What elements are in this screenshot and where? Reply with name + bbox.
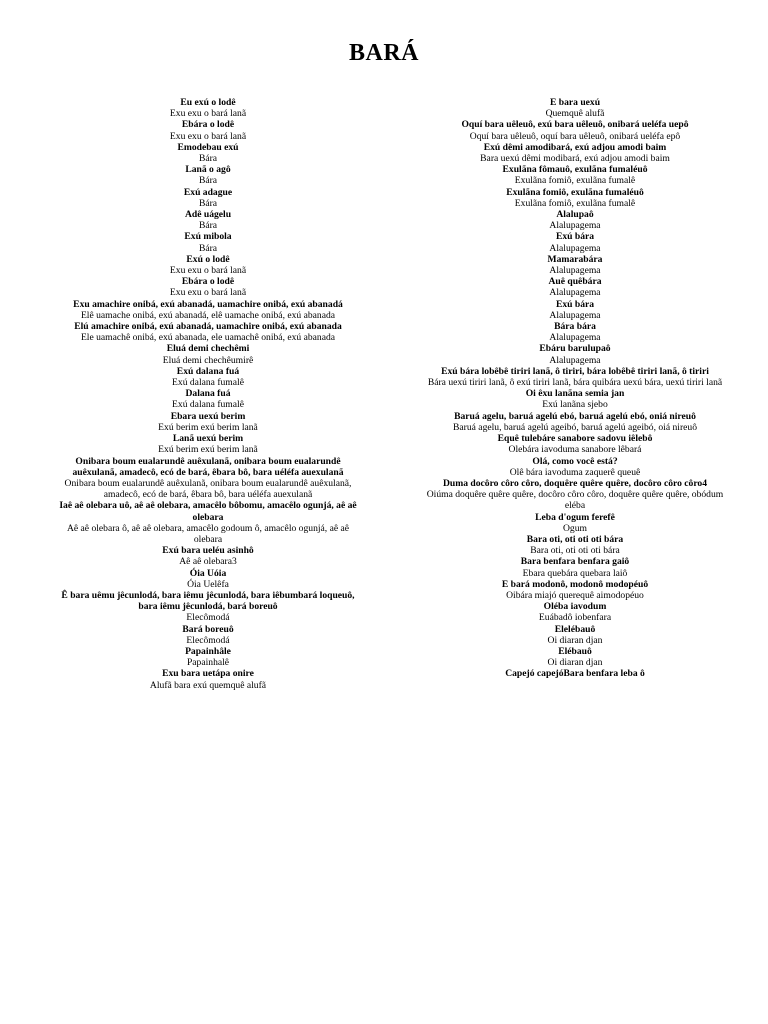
lyric-call-line: Emodebau exú: [177, 141, 239, 153]
lyric-response-line: Oibára miajó querequê aimodopéuo: [506, 589, 644, 601]
lyric-call-line: Eluá demi chechêmi: [166, 343, 250, 355]
lyric-call-line: Adê uágelu: [184, 209, 232, 221]
lyric-call-line: Eu exú o lodê: [180, 97, 236, 108]
lyric-call-line: Alalupaô: [556, 209, 594, 221]
lyric-call-line: Ebara uexú berim: [170, 410, 246, 422]
lyric-response-line: Elê uamache onibá, exú abanadá, elê uamache onibá, exú abanada: [80, 309, 336, 321]
lyric-response-line: Oiúma doquêre quêre quêre, docôro côro côro, doquêre quêre quêre, obódum eléba: [426, 489, 724, 512]
lyric-call-line: Lanã uexú berim: [172, 433, 244, 445]
lyric-response-line: Oquí bara uêleuô, oquí bara uêleuô, onibará ueléfa epô: [469, 130, 681, 142]
lyric-call-line: Olá, como você está?: [532, 455, 618, 467]
lyric-response-line: Exu exu o bará lanã: [169, 287, 247, 299]
lyric-call-line: E bara uexú: [549, 97, 601, 108]
lyric-response-line: Alalupagema: [549, 354, 601, 366]
lyric-response-line: Euábadô iobenfara: [538, 612, 612, 624]
lyrics-column-right: [422, 97, 728, 680]
lyric-response-line: Exú berim exú berim lanã: [158, 444, 258, 456]
lyric-response-line: Papainhalê: [186, 657, 230, 669]
lyric-response-line: Aê aê olebara ô, aê aê olebara, amacêlo godoum ô, amacêlo ogunjá, aê aê olebara: [66, 522, 350, 545]
lyric-call-line: Ebára o lodê: [181, 276, 235, 288]
lyric-call-line: Óia Uóia: [189, 567, 227, 579]
lyric-response-line: Alalupagema: [549, 309, 601, 321]
lyric-call-line: Exu amachire onibá, exú abanadá, uamachire onibá, exú abanadá: [73, 298, 343, 310]
lyric-response-line: Ogum: [563, 522, 587, 534]
lyric-call-line: Baruá agelu, baruá agelú ebó, baruá agelú ebó, oniá nireuô: [454, 410, 696, 422]
lyric-response-line: Onibara boum eualarundê auêxulanã, onibara boum eualarundê auêxulanã, amadecô, ecó de bará, êbara bô, bara uéléfa auexulanã: [64, 477, 352, 501]
lyric-response-line: Elecômodá: [186, 634, 230, 646]
lyric-call-line: Elú amachire onibá, exú abanadá, uamachire onibá, exú abanada: [74, 321, 342, 333]
lyric-response-line: Óia Uelêfa: [187, 578, 229, 590]
lyric-call-line: Exú bára: [555, 231, 595, 243]
lyric-call-line: Ê bara uêmu jêcunlodá, bara iêmu jêcunlodá, bara iêbumbará loqueuô, bara iêmu jêcunlodá, bará boreuô: [61, 589, 355, 613]
lyric-call-line: Lanã o agô: [185, 164, 231, 176]
lyric-response-line: Alalupagema: [549, 287, 601, 299]
lyric-call-line: Exú dalana fuá: [176, 365, 240, 377]
lyric-response-line: Exu exu o bará lanã: [169, 265, 247, 277]
lyric-call-line: Auê quêbára: [548, 276, 602, 288]
lyric-response-line: Bára: [198, 242, 218, 254]
lyric-response-line: Bara oti, oti oti oti bára: [530, 545, 620, 557]
lyric-call-line: Oi êxu lanãna semia jan: [525, 388, 625, 400]
lyric-response-line: Eluá demi chechêumirê: [162, 354, 254, 366]
lyric-call-line: Elelébauô: [554, 623, 596, 635]
lyric-call-line: Bára bára: [554, 321, 596, 333]
lyric-call-line: Ebáru barulupaô: [539, 343, 611, 355]
lyric-call-line: Bará boreuô: [182, 623, 234, 635]
lyric-call-line: Exú mibola: [184, 231, 232, 243]
lyric-call-line: Bara oti, oti oti oti bára: [526, 533, 624, 545]
lyric-call-line: Capejó capejóBara benfara leba ô: [505, 668, 645, 680]
lyric-call-line: Ebára o lodê: [181, 119, 235, 131]
lyric-response-line: Oi diaran djan: [547, 657, 603, 669]
lyric-response-line: Aê aê olebara3: [179, 556, 237, 568]
lyric-call-line: Exú dêmi amodibará, exú adjou amodi baim: [483, 141, 667, 153]
lyric-call-line: Mamarabára: [547, 253, 603, 265]
lyric-call-line: Dalana fuá: [185, 388, 231, 400]
lyric-response-line: Olê bára iavoduma zaquerê queuê: [509, 466, 641, 478]
lyric-response-line: Bára uexú tiriri lanã, ô exú tiriri lanã, bára quibára uexú bára, uexú tiriri lanã: [427, 377, 723, 389]
lyric-response-line: Bára: [198, 175, 218, 187]
lyric-response-line: Bára: [198, 220, 218, 232]
lyric-call-line: Exú bára lobêbê tiriri lanã, ô tiriri, bára lobêbê tiriri lanã, ô tiriri: [441, 365, 709, 377]
lyric-response-line: Exú dalana fumalê: [172, 377, 244, 389]
lyric-call-line: Bara benfara benfara gaiô: [520, 556, 630, 568]
lyric-response-line: Alalupagema: [549, 242, 601, 254]
lyric-call-line: Iaê aê olebara uô, aê aê olebara, amacêlo bôbomu, amacêlo ogunjá, aê aê olebara: [59, 500, 357, 523]
lyric-response-line: Alalupagema: [549, 220, 601, 232]
lyric-response-line: Ele uamachê onibá, exú abanada, ele uamachê onibá, exú abanada: [80, 332, 336, 344]
lyric-call-line: Exulãna fômauô, exulãna fumaléuô: [502, 164, 648, 176]
lyric-call-line: Exú adague: [183, 186, 233, 198]
lyric-call-line: Oléba iavodum: [543, 601, 607, 613]
lyric-call-line: Onibara boum eualarundê auêxulanã, onibara boum eualarundê auêxulanã, amadecô, ecó de bará, êbara bô, bara uéléfa auexulanã: [72, 455, 344, 478]
lyric-call-line: Leba d'ogum ferefê: [535, 511, 615, 523]
lyric-call-line: Elébauô: [558, 645, 592, 657]
lyric-response-line: Exú berim exú berim lanã: [158, 421, 258, 433]
lyric-response-line: Bára: [198, 153, 218, 165]
lyric-call-line: Papainhâle: [185, 645, 231, 657]
lyric-response-line: Exú lanãna sjebo: [542, 399, 608, 411]
lyric-response-line: Alufã bara exú quemquê alufã: [149, 679, 267, 691]
lyric-response-line: Olebára iavoduma sanabore lêbará: [508, 444, 642, 456]
lyric-call-line: Exu bara uetápa onire: [162, 668, 254, 680]
lyric-call-line: Exú bára: [555, 298, 595, 310]
lyric-call-line: E bará modonô, modonô modopéuô: [501, 578, 649, 590]
page-title: BARÁ: [348, 40, 419, 66]
lyric-call-line: Exulãna fomiô, exulãna fumaléuô: [506, 186, 644, 198]
lyric-response-line: Ebara quebára quebara laiô: [522, 567, 628, 579]
lyric-response-line: Exu exu o bará lanã: [169, 130, 247, 142]
lyric-response-line: Bára: [198, 197, 218, 209]
lyric-call-line: Exú o lodê: [186, 253, 230, 265]
lyric-call-line: Equê tulebáre sanabore sadovu iêlebô: [497, 433, 653, 445]
lyric-call-line: Duma docôro côro côro, doquêre quêre quêre, docôro côro côro4: [442, 477, 708, 489]
lyric-response-line: Exú dalana fumalê: [172, 399, 244, 411]
lyric-response-line: Exulãna fomiô, exulãna fumalê: [514, 175, 636, 187]
lyric-response-line: Elecômodá: [186, 612, 230, 624]
lyric-response-line: Oi diaran djan: [547, 634, 603, 646]
lyric-call-line: Exú bara ueléu asinhô: [162, 545, 254, 557]
lyric-response-line: Baruá agelu, baruá agelú ageibó, baruá agelú ageibó, oiá nireuô: [453, 421, 697, 433]
lyrics-column-left: [55, 97, 361, 691]
lyric-call-line: Oquí bara uêleuô, exú bara uêleuô, onibará ueléfa uepô: [461, 119, 689, 131]
lyric-response-line: Alalupagema: [549, 332, 601, 344]
lyric-response-line: Exu exu o bará lanã: [169, 108, 247, 120]
lyric-response-line: Quemquê alufã: [545, 108, 605, 120]
lyric-response-line: Exulãna fomiô, exulãna fumalê: [514, 197, 636, 209]
lyric-response-line: Alalupagema: [549, 265, 601, 277]
lyric-response-line: Bara uexú dêmi modibará, exú adjou amodi baim: [480, 153, 670, 165]
